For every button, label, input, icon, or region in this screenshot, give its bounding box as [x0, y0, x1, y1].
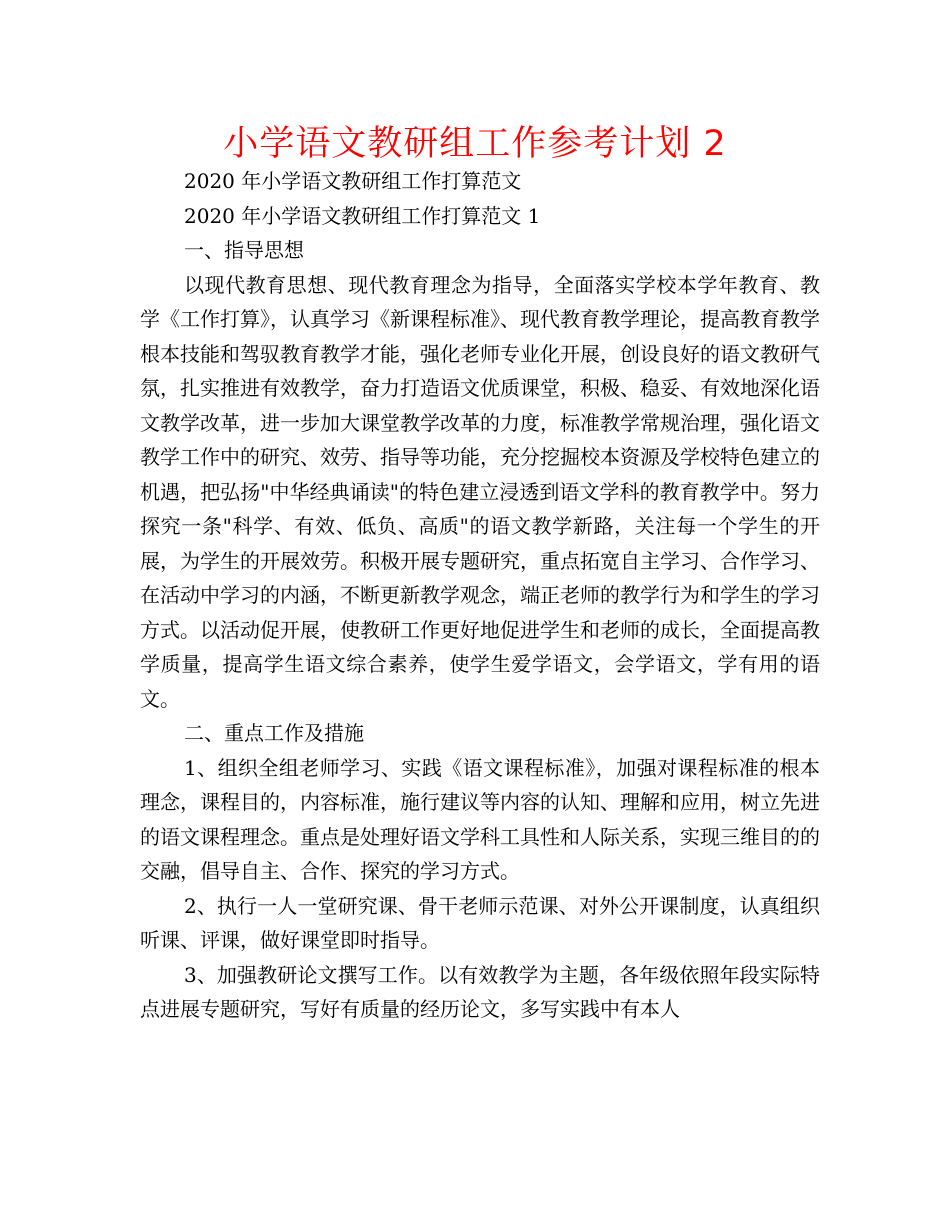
list-item-1: 1、组织全组老师学习、实践《语文课程标准》，加强对课程标准的根本理念，课程目的，内容标准，施行建议等内容的认知、理解和应用，树立先进的语文课程理念。重点是处理好语文学科工具性和人际关系，实现三维目的的交融，倡导自主、合作、探究的学习方式。: [140, 755, 820, 883]
paragraph-guiding-thought: 以现代教育思想、现代教育理念为指导，全面落实学校本学年教育、教学《工作打算》，认真学习《新课程标准》、现代教育教学理论，提高教育教学根本技能和驾驭教育教学才能，强化老师专业化开展，创设良好的语文教研气氛，扎实推进有效教学，奋力打造语文优质课堂，积极、稳妥、有效地深化语文教学改革，进一步加大课堂教学改革的力度，标准教学常规治理，强化语文教学工作中的研究、效劳、指导等功能，充分挖掘校本资源及学校特色建立的机遇，把弘扬"中华经典诵读"的特色建立浸透到语文学科的教育教学中。努力探究一条"科学、有效、低负、高质"的语文教学新路，关注每一个学生的开展，为学生的开展效劳。积极开展专题研究，重点拓宽自主学习、合作学习、在活动中学习的内涵，不断更新教学观念，端正老师的教学行为和学生的学习方式。以活动促开展，使教研工作更好地促进学生和老师的成长，全面提高教学质量，提高学生语文综合素养，使学生爱学语文，会学语文，学有用的语文。: [140, 272, 820, 711]
list-item-3: 3、加强教研论文撰写工作。以有效教学为主题，各年级依照年段实际特点进展专题研究，写好有质量的经历论文，多写实践中有本人: [140, 962, 820, 1021]
list-item-2: 2、执行一人一堂研究课、骨干老师示范课、对外公开课制度，认真组织听课、评课，做好课堂即时指导。: [140, 893, 820, 952]
subtitle-line-2: 2020 年小学语文教研组工作打算范文 1: [184, 203, 541, 228]
document-body: [140, 164, 820, 1027]
subtitle-line-1: 2020 年小学语文教研组工作打算范文: [184, 169, 522, 193]
section-heading-1: 一、指导思想: [184, 238, 304, 262]
section-heading-2: 二、重点工作及措施: [184, 721, 364, 745]
document-title: 小学语文教研组工作参考计划 2: [223, 124, 727, 164]
